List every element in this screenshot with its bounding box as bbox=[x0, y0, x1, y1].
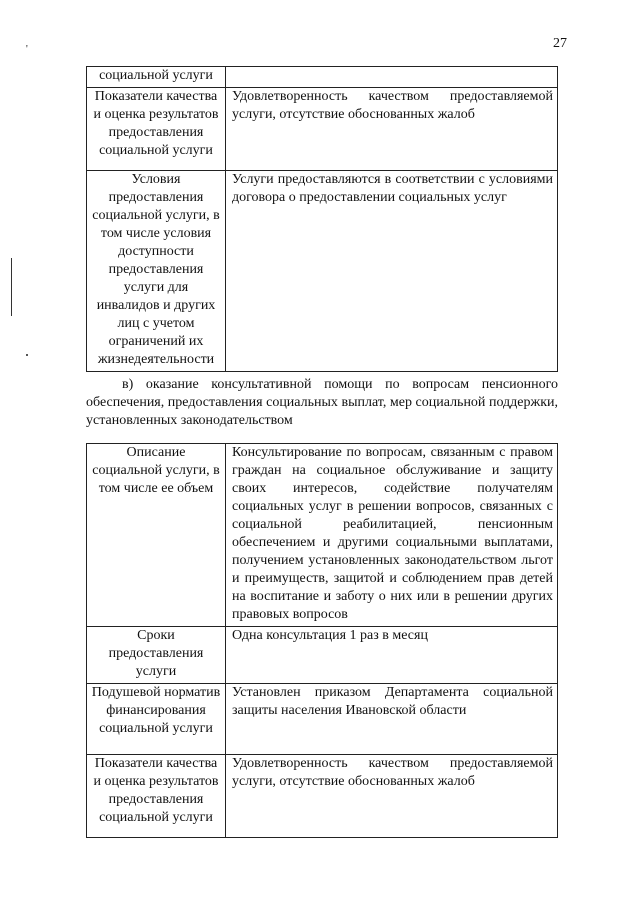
table-cell-label: Показатели качества и оценка результатов предоставления социальной услуги bbox=[87, 755, 226, 838]
table-cell-label: Условия предоставления социальной услуги, в том числе условия доступности предоставления услуги для инвалидов и других лиц с учетом ограничений их жизнедеятельности bbox=[87, 171, 226, 372]
table-cell-label: Сроки предоставления услуги bbox=[87, 627, 226, 684]
table-cell-value bbox=[226, 67, 558, 88]
table-row bbox=[87, 444, 558, 627]
table-cell-value: Консультирование по вопросам, связанным с правом граждан на социальное обслуживание и защиту своих интересов, содействие получателям социальных услуг в решении вопросов, связанных с социальной реабилитацией, пенсионным обеспечением и другими социальными выплатами, получением установленных законодательством льгот и преимуществ, защитой и соблюдением прав детей на воспитание и заботу о них или в решении других правовых вопросов bbox=[226, 444, 558, 627]
table-row bbox=[87, 684, 558, 755]
service-table bbox=[86, 443, 558, 838]
table-cell-label: социальной услуги bbox=[87, 67, 226, 88]
table-row bbox=[87, 88, 558, 171]
margin-line bbox=[11, 258, 12, 316]
table-cell-value: Удовлетворенность качеством предоставляемой услуги, отсутствие обоснованных жалоб bbox=[226, 88, 558, 171]
table-row bbox=[87, 67, 558, 88]
table-cell-label: Показатели качества и оценка результатов предоставления социальной услуги bbox=[87, 88, 226, 171]
table-cell-value: Одна консультация 1 раз в месяц bbox=[226, 627, 558, 684]
table-row bbox=[87, 755, 558, 838]
table-cell-value: Удовлетворенность качеством предоставляемой услуги, отсутствие обоснованных жалоб bbox=[226, 755, 558, 838]
service-table-continued bbox=[86, 66, 558, 372]
page-number: 27 bbox=[553, 36, 567, 51]
margin-mark: ' bbox=[26, 44, 28, 55]
table-cell-value: Услуги предоставляются в соответствии с условиями договора о предоставлении социальных услуг bbox=[226, 171, 558, 372]
table-cell-label: Подушевой норматив финансирования социальной услуги bbox=[87, 684, 226, 755]
table-row bbox=[87, 627, 558, 684]
table-cell-value: Установлен приказом Департамента социальной защиты населения Ивановской области bbox=[226, 684, 558, 755]
table-row bbox=[87, 171, 558, 372]
section-paragraph: в) оказание консультативной помощи по вопросам пенсионного обеспечения, предоставления социальных выплат, мер социальной поддержки, установленных законодательством bbox=[86, 377, 558, 428]
table-cell-label: Описание социальной услуги, в том числе ее объем bbox=[87, 444, 226, 627]
margin-dot bbox=[26, 354, 28, 356]
